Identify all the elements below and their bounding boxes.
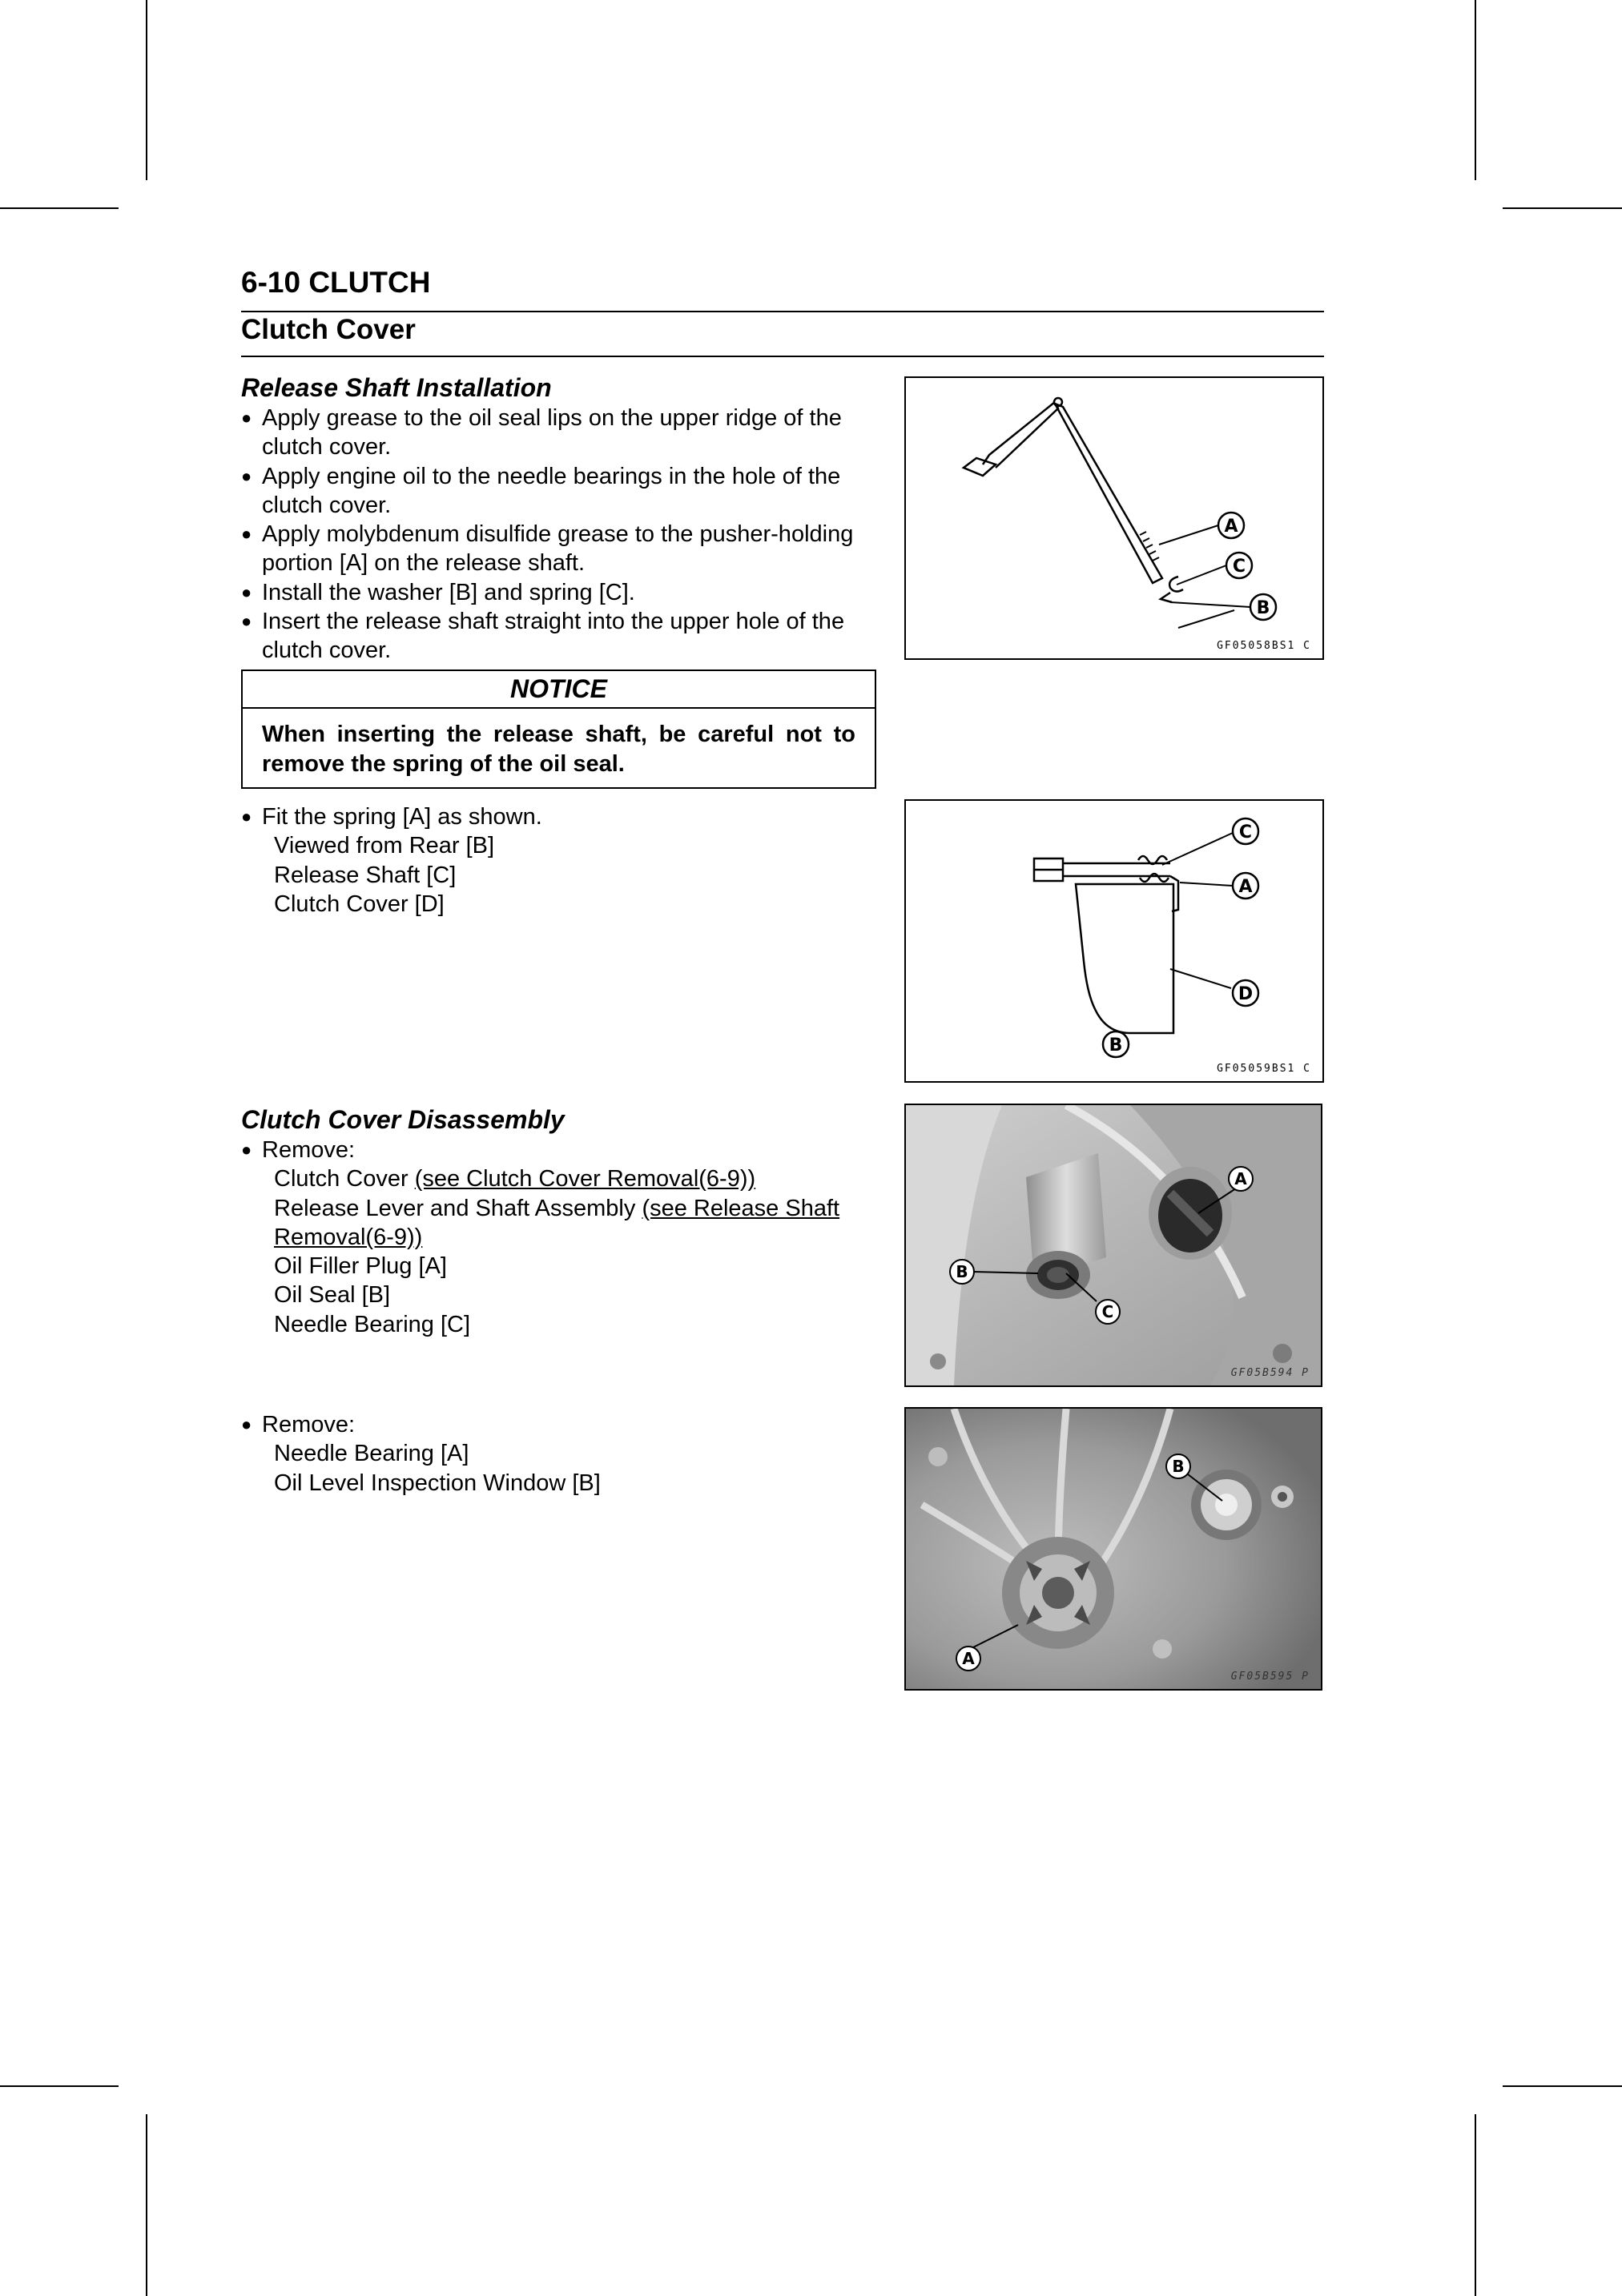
- list-item: Clutch Cover (see Clutch Cover Removal(6-9)): [274, 1166, 756, 1192]
- cover-interior-photo-image: [906, 1409, 1321, 1689]
- subsection-heading: Clutch Cover Disassembly: [241, 1105, 565, 1134]
- figure-code: GF05059BS1 C: [1217, 1063, 1311, 1075]
- list-item: Needle Bearing [C]: [274, 1311, 471, 1337]
- spring-fit-section: [241, 802, 874, 919]
- crop-mark: [1475, 0, 1476, 180]
- bullet-list: [241, 404, 874, 665]
- cross-reference-link[interactable]: (see Release Shaft: [642, 1195, 840, 1221]
- list-item: Oil Filler Plug [A]: [274, 1253, 447, 1280]
- callout-label: A: [962, 1649, 975, 1668]
- callout-label: B: [1256, 598, 1270, 618]
- bullet-list: [241, 802, 874, 831]
- list-item: Clutch Cover [D]: [274, 891, 445, 917]
- release-shaft-installation: [241, 373, 874, 665]
- notice-box: [241, 669, 876, 789]
- notice-heading: NOTICE: [243, 671, 875, 709]
- subsection-heading: Release Shaft Installation: [241, 373, 552, 402]
- bullet-list: [241, 1136, 874, 1164]
- crop-mark: [0, 207, 119, 209]
- release-shaft-drawing: [906, 378, 1322, 658]
- callout-label: A: [1234, 1169, 1247, 1188]
- callout-label: C: [1101, 1302, 1114, 1321]
- callout-label: A: [1224, 517, 1238, 537]
- callout-label: A: [1238, 877, 1253, 897]
- remove-section: [241, 1410, 874, 1498]
- crop-mark: [146, 2114, 147, 2296]
- header-rule: [241, 311, 1324, 312]
- section-rule: [241, 356, 1324, 357]
- list-item: Oil Seal [B]: [274, 1282, 391, 1309]
- list-item: Oil Level Inspection Window [B]: [274, 1470, 601, 1496]
- list-item: ● Apply grease to the oil seal lips on the upper ridge of the clutch cover.: [241, 404, 874, 462]
- figure-code: GF05058BS1 C: [1217, 640, 1311, 652]
- release-shaft-figure: [904, 376, 1324, 660]
- photo-code: GF05B595 P: [1230, 1671, 1310, 1683]
- callout-label: D: [1238, 984, 1254, 1004]
- clutch-cover-photo: [904, 1104, 1322, 1387]
- list-item: Release Lever and Shaft Assembly (see Release Shaft Removal(6-9)): [274, 1195, 840, 1250]
- callout-label: B: [1172, 1457, 1185, 1476]
- list-item: Needle Bearing [A]: [274, 1441, 469, 1467]
- list-item: ● Fit the spring [A] as shown.: [241, 802, 874, 831]
- photo-code: GF05B594 P: [1230, 1367, 1310, 1379]
- list-item: ● Apply molybdenum disulfide grease to the pusher-holding portion [A] on the release shaft.: [241, 520, 874, 578]
- notice-text: When inserting the release shaft, be careful not to remove the spring of the oil seal.: [262, 722, 855, 777]
- clutch-cover-photo-image: [906, 1105, 1321, 1385]
- bullet-list: [241, 1410, 874, 1439]
- page-title: 6-10 CLUTCH: [241, 266, 431, 299]
- list-item: ● Install the washer [B] and spring [C].: [241, 578, 874, 607]
- crop-mark: [146, 0, 147, 180]
- callout-label: B: [1109, 1035, 1123, 1056]
- crop-mark: [1503, 2085, 1622, 2087]
- clutch-cover-disassembly: [241, 1105, 874, 1339]
- section-title: Clutch Cover: [241, 314, 416, 345]
- list-item: ● Remove:: [241, 1410, 874, 1439]
- list-item: ● Remove:: [241, 1136, 874, 1164]
- crop-mark: [0, 2085, 119, 2087]
- list-item: Release Shaft [C]: [274, 862, 457, 888]
- callout-label: C: [1238, 822, 1253, 842]
- spring-fit-figure: [904, 799, 1324, 1083]
- crop-mark: [1503, 207, 1622, 209]
- spring-fit-drawing: [906, 801, 1322, 1081]
- list-item: ● Insert the release shaft straight into the upper hole of the clutch cover.: [241, 607, 874, 665]
- callout-label: C: [1232, 557, 1246, 577]
- list-item: ● Apply engine oil to the needle bearings in the hole of the clutch cover.: [241, 462, 874, 521]
- cross-reference-link[interactable]: (see Clutch Cover Removal(6-9)): [414, 1166, 756, 1192]
- callout-label: B: [956, 1262, 968, 1281]
- list-item: Viewed from Rear [B]: [274, 833, 495, 859]
- crop-mark: [1475, 2114, 1476, 2296]
- cover-interior-photo: [904, 1407, 1322, 1691]
- cross-reference-link[interactable]: Removal(6-9)): [274, 1224, 423, 1250]
